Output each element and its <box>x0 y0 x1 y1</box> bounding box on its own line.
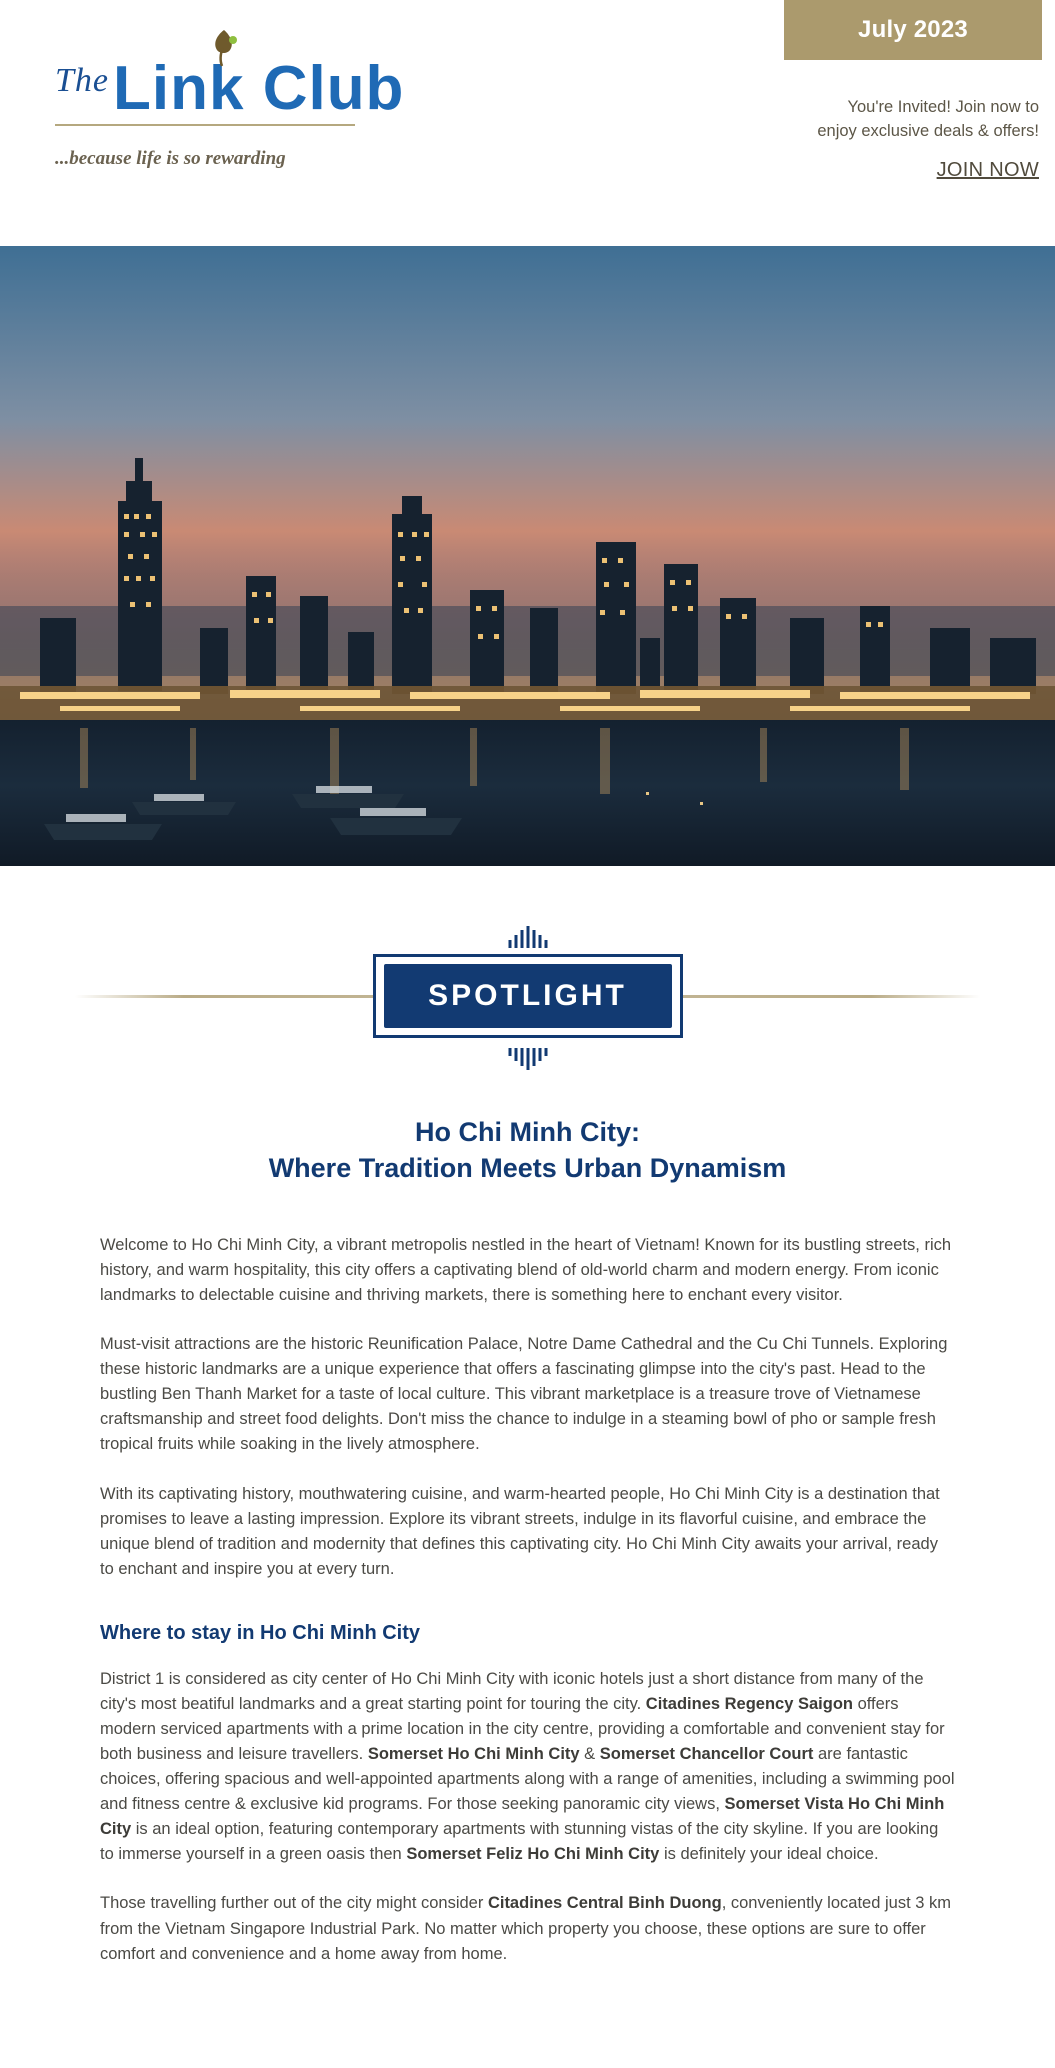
article-subheading: Where to stay in Ho Chi Minh City <box>100 1621 421 1644</box>
invite-block <box>739 96 1039 185</box>
article <box>0 1114 1055 2031</box>
date-badge-label: July 2023 <box>858 16 968 43</box>
header <box>0 0 1055 246</box>
article-paragraph-2: Must-visit attractions are the historic Reunification Palace, Notre Dame Cathedral and the Cu Chi Tunnels. Exploring these historic landmarks are a unique experience that offers a fascinating glimpse into the city's past. Head to the bustling Ben Thanh Market for a taste of local culture. This vibrant marketplace is a treasure trove of Vietnamese craftsmanship and street food delights. Don't miss the chance to indulge in a steaming bowl of pho or sample fresh tropical fruits while soaking in the lively atmosphere. <box>100 1335 948 1454</box>
logo-club: Club <box>262 54 405 123</box>
article-paragraph-4: District 1 is considered as city center of Ho Chi Minh City with iconic hotels just a short distance from many of the city's most beatiful landmarks and a great starting point for touring the city. Citadines Regency Saigon offers modern serviced apartments with a prime location in the city centre, providing a comfortable and convenient stay for both business and leisure travellers. Somerset Ho Chi Minh City & Somerset Chancellor Court are fantastic choices, offering spacious and well-appointed apartments along with a range of amenities, including a swimming pool and fitness centre & exclusive kid programs. For those seeking panoramic city views, Somerset Vista Ho Chi Minh City is an ideal option, featuring contemporary apartments with stunning vistas of the city skyline. If you are looking to immerse yourself in a green oasis then Somerset Feliz Ho Chi Minh City is definitely your ideal choice. <box>100 1669 955 1864</box>
page-title <box>100 1114 955 1187</box>
headline-line-2: Where Tradition Meets Urban Dynamism <box>268 1153 787 1184</box>
spotlight-fan-top-icon <box>508 926 547 948</box>
leaf-icon <box>207 28 241 68</box>
invite-line-1: You're Invited! Join now to <box>847 98 1039 116</box>
logo-divider <box>55 124 355 126</box>
hero-illustration <box>0 246 1055 866</box>
hero-image <box>0 246 1055 866</box>
spotlight-label: SPOTLIGHT <box>428 979 627 1012</box>
article-paragraph-5: Those travelling further out of the city might consider Citadines Central Binh Duong, conveniently located just 3 km from the Vietnam Singapore Industrial Park. No matter which property you choose, these options are sure to offer comfort and convenience and a home away from home. <box>100 1894 951 1963</box>
logo-link: Link <box>113 54 245 123</box>
spotlight-fan-bottom-icon <box>508 1048 547 1070</box>
logo[interactable] <box>55 54 475 170</box>
date-badge <box>784 0 1042 60</box>
spotlight-band <box>0 924 1055 1074</box>
spotlight-emblem <box>373 924 683 1074</box>
logo-wordmark <box>55 54 475 123</box>
join-now-link[interactable]: JOIN NOW <box>936 158 1039 181</box>
article-paragraph-3: With its captivating history, mouthwatering cuisine, and warm-hearted people, Ho Chi Minh City is a destination that promises to leave a lasting impression. Explore its vibrant streets, indulge in its flavorful cuisine, and embrace the unique blend of tradition and modernity that defines this captivating city. Ho Chi Minh City awaits your arrival, ready to enchant and inspire you at every turn. <box>100 1484 940 1578</box>
logo-tagline: ...because life is so rewarding <box>55 148 286 169</box>
article-paragraph-1: Welcome to Ho Chi Minh City, a vibrant metropolis nestled in the heart of Vietnam! Known for its bustling streets, rich history, and warm hospitality, this city offers a captivating blend of old-world charm and modern energy. From iconic landmarks to delectable cuisine and thriving markets, there is something here to enchant every visitor. <box>100 1235 952 1305</box>
logo-the: The <box>55 62 109 99</box>
spotlight-badge <box>384 964 672 1028</box>
headline-line-1: Ho Chi Minh City: <box>415 1117 640 1147</box>
invite-line-2: enjoy exclusive deals & offers! <box>817 121 1039 140</box>
